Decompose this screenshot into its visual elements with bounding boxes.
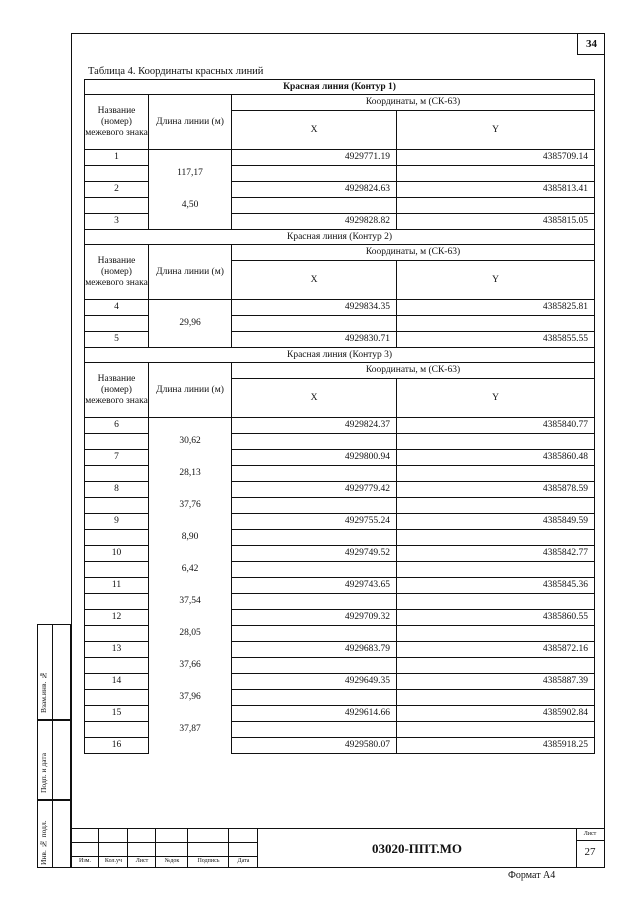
coord-x: 4929755.24	[232, 514, 397, 530]
segment-length: 37,96	[149, 690, 232, 706]
coord-y: 4385840.77	[397, 418, 595, 434]
point-number: 9	[85, 514, 149, 530]
coord-x: 4929649.35	[232, 674, 397, 690]
length-blank	[149, 450, 232, 466]
length-blank	[149, 610, 232, 626]
tb-label-koluch: Кол.уч	[104, 858, 123, 864]
contour-title: Красная линия (Контур 3)	[85, 348, 595, 363]
point-blank	[85, 722, 149, 738]
length-row	[85, 626, 595, 642]
coord-y: 4385878.59	[397, 482, 595, 498]
segment-length: 37,66	[149, 658, 232, 674]
coord-x: 4929580.07	[232, 738, 397, 754]
coord-y-blank	[397, 562, 595, 578]
coord-x: 4929771.19	[232, 150, 397, 166]
coord-y-blank	[397, 498, 595, 514]
length-blank	[149, 214, 232, 230]
header-length: Длина линии (м)	[149, 363, 232, 418]
side-stamp-vzam	[37, 624, 71, 720]
coord-x-blank	[232, 166, 397, 182]
segment-length: 117,17	[149, 166, 232, 182]
segment-length: 28,13	[149, 466, 232, 482]
header-name: Название (номер) межевого знака	[85, 245, 149, 300]
point-blank	[85, 562, 149, 578]
segment-length: 37,76	[149, 498, 232, 514]
coord-y-blank	[397, 434, 595, 450]
coord-x-blank	[232, 530, 397, 546]
coord-x-blank	[232, 434, 397, 450]
coord-x-blank	[232, 562, 397, 578]
coord-y: 4385813.41	[397, 182, 595, 198]
point-number: 8	[85, 482, 149, 498]
length-blank	[149, 150, 232, 166]
document-number: 03020-ППТ.МО	[371, 841, 463, 856]
point-number: 16	[85, 738, 149, 754]
coord-y-blank	[397, 626, 595, 642]
length-row	[85, 434, 595, 450]
length-blank	[149, 578, 232, 594]
header-x: X	[232, 111, 397, 150]
length-blank	[149, 482, 232, 498]
point-number: 15	[85, 706, 149, 722]
coord-y-blank	[397, 658, 595, 674]
length-row	[85, 722, 595, 738]
contour-title-row	[85, 80, 595, 95]
point-number: 3	[85, 214, 149, 230]
header-name: Название (номер) межевого знака	[85, 363, 149, 418]
table-row	[85, 150, 595, 166]
coord-y: 4385872.16	[397, 642, 595, 658]
contour-title-row	[85, 348, 595, 363]
coord-y: 4385887.39	[397, 674, 595, 690]
coord-y-blank	[397, 466, 595, 482]
side-label-inv: Инв. № подл.	[39, 820, 48, 865]
length-blank	[149, 642, 232, 658]
length-row	[85, 316, 595, 332]
table-row	[85, 300, 595, 316]
point-blank	[85, 658, 149, 674]
coord-x: 4929828.82	[232, 214, 397, 230]
coord-x: 4929779.42	[232, 482, 397, 498]
coord-y-blank	[397, 316, 595, 332]
length-blank	[149, 182, 232, 198]
header-length: Длина линии (м)	[149, 245, 232, 300]
length-blank	[149, 674, 232, 690]
table-caption: Таблица 4. Координаты красных линий	[88, 66, 264, 77]
coord-y-blank	[397, 722, 595, 738]
point-blank	[85, 626, 149, 642]
point-number: 13	[85, 642, 149, 658]
coord-y-blank	[397, 690, 595, 706]
sheet-number-box: 34	[577, 33, 605, 55]
table-row	[85, 182, 595, 198]
coord-y: 4385849.59	[397, 514, 595, 530]
length-blank	[149, 300, 232, 316]
table-row	[85, 546, 595, 562]
segment-length: 30,62	[149, 434, 232, 450]
contour-title: Красная линия (Контур 2)	[85, 230, 595, 245]
side-label-vzam: Взам.инв. №	[39, 670, 48, 713]
header-row	[85, 363, 595, 379]
point-blank	[85, 198, 149, 214]
tb-label-data: Дата	[237, 858, 250, 864]
header-y: Y	[397, 111, 595, 150]
segment-length: 6,42	[149, 562, 232, 578]
coord-y-blank	[397, 594, 595, 610]
segment-length: 8,90	[149, 530, 232, 546]
table-row	[85, 214, 595, 230]
point-blank	[85, 466, 149, 482]
length-blank	[149, 332, 232, 348]
table-row	[85, 674, 595, 690]
point-blank	[85, 434, 149, 450]
coord-x: 4929743.65	[232, 578, 397, 594]
point-blank	[85, 690, 149, 706]
tb-label-ndok: №док	[164, 858, 180, 864]
tb-sheet-value: 27	[584, 846, 596, 858]
coord-x: 4929614.66	[232, 706, 397, 722]
length-row	[85, 658, 595, 674]
point-number: 11	[85, 578, 149, 594]
coord-x-blank	[232, 466, 397, 482]
header-coords: Координаты, м (СК-63)	[232, 95, 595, 111]
point-blank	[85, 530, 149, 546]
coord-x: 4929824.63	[232, 182, 397, 198]
length-row	[85, 198, 595, 214]
point-number: 12	[85, 610, 149, 626]
segment-length: 37,54	[149, 594, 232, 610]
coord-x: 4929834.35	[232, 300, 397, 316]
coord-x-blank	[232, 198, 397, 214]
point-number: 2	[85, 182, 149, 198]
point-blank	[85, 166, 149, 182]
length-row	[85, 690, 595, 706]
segment-length: 29,96	[149, 316, 232, 332]
coord-x-blank	[232, 594, 397, 610]
header-y: Y	[397, 261, 595, 300]
table-row	[85, 738, 595, 754]
point-blank	[85, 498, 149, 514]
coord-y: 4385918.25	[397, 738, 595, 754]
segment-length: 28,05	[149, 626, 232, 642]
contour-title: Красная линия (Контур 1)	[85, 80, 595, 95]
table-row	[85, 450, 595, 466]
length-blank	[149, 418, 232, 434]
length-blank	[149, 706, 232, 722]
coord-y: 4385860.48	[397, 450, 595, 466]
coord-y-blank	[397, 530, 595, 546]
coord-y-blank	[397, 198, 595, 214]
coord-x: 4929830.71	[232, 332, 397, 348]
tb-label-podpis: Подпись	[197, 858, 220, 864]
coord-y: 4385902.84	[397, 706, 595, 722]
title-block	[71, 828, 605, 868]
coord-x-blank	[232, 722, 397, 738]
tb-label-list: Лист	[135, 858, 149, 864]
header-x: X	[232, 379, 397, 418]
coord-x-blank	[232, 316, 397, 332]
coord-y: 4385845.36	[397, 578, 595, 594]
tb-sheet-label: Лист	[583, 831, 597, 837]
header-coords: Координаты, м (СК-63)	[232, 363, 595, 379]
header-coords: Координаты, м (СК-63)	[232, 245, 595, 261]
coord-x-blank	[232, 690, 397, 706]
table-row	[85, 578, 595, 594]
length-blank	[149, 546, 232, 562]
point-number: 4	[85, 300, 149, 316]
side-stamp-podp	[37, 720, 71, 800]
coord-x: 4929709.32	[232, 610, 397, 626]
point-number: 14	[85, 674, 149, 690]
coord-y: 4385709.14	[397, 150, 595, 166]
point-number: 5	[85, 332, 149, 348]
length-row	[85, 498, 595, 514]
point-blank	[85, 316, 149, 332]
point-number: 6	[85, 418, 149, 434]
coord-y: 4385842.77	[397, 546, 595, 562]
length-row	[85, 594, 595, 610]
point-number: 10	[85, 546, 149, 562]
table-row	[85, 514, 595, 530]
table-row	[85, 706, 595, 722]
length-row	[85, 530, 595, 546]
table-row	[85, 610, 595, 626]
length-row	[85, 562, 595, 578]
paper-format: Формат А4	[508, 870, 556, 881]
point-number: 7	[85, 450, 149, 466]
header-x: X	[232, 261, 397, 300]
coord-x: 4929800.94	[232, 450, 397, 466]
table-row	[85, 482, 595, 498]
tb-label-izm: Изм.	[79, 858, 91, 864]
side-label-podp: Подп. и дата	[39, 752, 48, 793]
segment-length: 37,87	[149, 722, 232, 738]
coord-x-blank	[232, 658, 397, 674]
point-blank	[85, 594, 149, 610]
coord-y: 4385860.55	[397, 610, 595, 626]
length-row	[85, 166, 595, 182]
table-row	[85, 418, 595, 434]
segment-length: 4,50	[149, 198, 232, 214]
length-row	[85, 466, 595, 482]
contour-title-row	[85, 230, 595, 245]
header-row	[85, 95, 595, 111]
coord-x: 4929749.52	[232, 546, 397, 562]
coord-x-blank	[232, 498, 397, 514]
length-blank	[149, 514, 232, 530]
header-row	[85, 245, 595, 261]
coord-y: 4385815.05	[397, 214, 595, 230]
table-row	[85, 642, 595, 658]
length-blank	[149, 738, 232, 754]
header-y: Y	[397, 379, 595, 418]
header-length: Длина линии (м)	[149, 95, 232, 150]
coord-y-blank	[397, 166, 595, 182]
coord-y: 4385855.55	[397, 332, 595, 348]
coord-x-blank	[232, 626, 397, 642]
header-name: Название (номер) межевого знака	[85, 95, 149, 150]
coordinates-table	[84, 79, 595, 754]
table-row	[85, 332, 595, 348]
coord-x: 4929824.37	[232, 418, 397, 434]
side-stamp-inv	[37, 800, 71, 868]
point-number: 1	[85, 150, 149, 166]
coord-x: 4929683.79	[232, 642, 397, 658]
coord-y: 4385825.81	[397, 300, 595, 316]
